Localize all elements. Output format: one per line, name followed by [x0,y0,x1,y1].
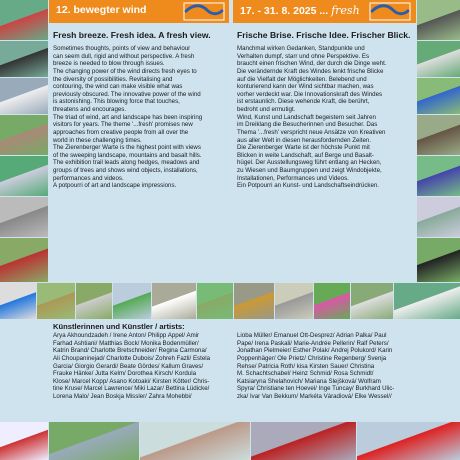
photo-blue-flags-on-poles [417,156,460,196]
text-line: zu Wiesen und Baumgruppen und zeigt Windobjekte, [237,167,382,174]
text-line: Die Zierenberger Warte ist der höchste Punkt mit [237,144,370,152]
text-line: Poppenhäger/ Ole Prietz/ Christine Regenberg/ Svenja [237,354,387,362]
photo-red-sculpture [314,283,350,319]
text-line: the diversity of possibilities. Revitalising and [53,75,173,83]
text-line: contouring, the wind can make visible what was [53,83,183,91]
photo-white-fabric-installation [197,283,233,319]
photo-landscape-hill-view [417,197,460,237]
photo-red-sculpture-in-meadow [0,0,48,40]
artists-heading: Künstlerinnen und Künstler / artists: [53,322,185,331]
text-line: Ali Choupaninejad/ Charlotte Dubois/ Zohreh Fazli/ Estela [53,354,211,362]
photo-blue-sculpture-in-field [417,78,460,114]
text-line: Garcia/ Giorgio Gerardi/ Beate Gördes/ Kallum Graves/ [53,362,204,370]
fresh-word: fresh [331,4,360,17]
german-title: Frische Brise. Frische Idee. Frischer Blick. [237,30,411,40]
photo-red-hanging-object [251,422,356,460]
text-line: Lioba Müller/ Emanuel Ott-Desprez/ Adrian Palka/ Paul [237,332,387,339]
text-line: of the sweeping landscape, mountains and basalt hills. [53,151,202,159]
text-line: The changing power of the wind directs fresh eyes to [53,67,197,75]
photo-tree-landscape [49,422,139,460]
photo-wind-sails [0,283,36,319]
text-line: tine Kruse/ Marcel Lawrence/ Miki Lazar/ Bettina Lüdicke/ [53,385,210,393]
text-line: is astonishing. This blowing force that touches, [53,98,180,106]
text-line: The Zierenberger Warte is the highest point with views [53,144,201,152]
text-line: Farhad Ashtiani/ Matthias Bock/ Monika Bodenmüller/ [53,339,199,347]
text-line: The exhibition trail leads along hedges, meadows and [53,159,200,167]
photo-red-figures [357,422,460,460]
text-line: breeze is needed to blow through issues. [53,60,165,68]
photo-woven-sculpture [0,115,48,155]
text-line: Wind, Kunst und Landschaft begeistern seit Jahren [237,113,376,121]
text-line: konturierend kann der Wind sichtbar machen, was [237,83,374,91]
text-line: ist erstaunlich. Diese wehende Kraft, die berührt, [237,98,370,106]
text-line: zka/ Ivar Van Bekkum/ Markéta Váradiová/ Elke Wessel// [237,393,392,400]
text-line: M. Schachtschabel/ Heinz Schmid/ Rosa Schmidt/ [237,370,374,378]
text-line: bedroht und ermutigt. [237,106,296,113]
photo-colored-hoops [152,283,196,319]
text-line: Lorena Malo/ Jean Boskja Missler/ Zahra Mohebbi/ [53,393,192,400]
german-body [237,45,416,190]
text-line: approaches from creative people from all over the [53,128,189,136]
text-line: Thema '...fresh' verspricht neue Ansätze von Kreativen [237,128,386,136]
photo-yellow-sculpture [140,422,250,460]
photo-metal-wind-object [0,197,48,237]
text-line: Klose/ Marcel Kopp/ Asano Kotoaki/ Kirsten Kötter/ Chris- [53,377,210,385]
text-line: Die verändernde Kraft des Windes lenkt frische Blicke [237,67,384,75]
photo-white-reeds [0,78,48,114]
exhibition-dates: 17. - 31. 8. 2025 ... fresh [240,4,360,17]
text-line: previously obscured. The innovative power of the wind [53,90,201,98]
photo-white-rope-figure [417,41,460,77]
text-line: visitors for years. The theme '...fresh' promises new [53,121,193,129]
wind-wave-logo [183,2,225,21]
text-line: can seem dull, rigid and without perspective. A fresh [53,52,195,60]
photo-bench-on-hill [0,156,48,196]
photo-stone-balls [351,283,393,319]
artists-list-left [53,332,233,401]
artists-list-right [237,332,416,401]
english-body [53,45,229,190]
exhibition-name: 12. bewegter wind [56,4,147,16]
text-line: Installationen, Performances und Videos. [237,174,349,182]
text-line: Katsiaryna Shelahovich/ Mariana Slejšková/ Wolfram [237,377,381,385]
german-text-panel [233,0,416,282]
photo-pillar-row-installation [234,283,274,319]
text-line: Sometimes thoughts, points of view and behaviour [53,45,191,52]
text-line: im Dreiklang die Besucherinnen und Besucher. Das [237,121,378,129]
text-line: Arya Akhoundzadeh / Irene Anton/ Philipp Appel/ Amir [53,332,200,339]
text-line: Jonathan Pielmeier/ Esther Polak/ Andrej Polukord/ Karin [237,347,393,355]
photo-tall-red-rods [76,283,112,319]
english-text-panel [49,0,229,282]
text-line: groups of trees and shows wind objects, installations, [53,167,198,174]
text-line: A potpourri of art and landscape impressions. [53,182,177,190]
english-title: Fresh breeze. Fresh idea. A fresh view. [53,30,211,40]
text-line: Verhalten dumpf, starr und ohne Perspektive. Es [237,52,370,60]
text-line: hügel. Der Ausstellungsweg führt entlang an Hecken, [237,159,382,167]
photo-black-figures-on-field [0,41,48,77]
text-line: world in these challenging times. [53,136,142,144]
text-line: performances and videos. [53,174,124,182]
text-line: The triad of wind, art and landscape has been inspiring [53,113,203,121]
text-line: Pape/ Irena Paskali/ Marie-Andrée Pellerin/ Ralf Peters/ [237,339,389,347]
text-line: Blicken in weite Landschaft, auf Berge und Basalt- [237,151,374,159]
text-line: Frauke Hänke/ Jutta Kelm/ Dorothea Kirsch/ Kordula [53,370,197,378]
photo-red-wind-spiral [113,283,151,319]
text-line: Rehse/ Patricia Roth/ kisa Kirsten Sauer/ Christina [237,362,375,370]
photo-paper-boat [0,422,48,460]
photo-red-tent-installation [0,238,48,282]
text-line: Ein Potpourri an Kunst- und Landschaftseindrücken. [237,182,380,190]
text-line: Manchmal wirken Gedanken, Standpunkte und [237,45,365,52]
photo-grey-sculpture [417,0,460,40]
text-line: auf die Vielfalt der Möglichkeiten. Belebend und [237,75,367,83]
text-line: vorher verdeckt war. Die Innovationskraft des Windes [237,90,383,98]
text-line: aus aller Welt in diesen herausfordernden Zeiten. [237,136,372,144]
photo-tree-light-installation [417,238,460,282]
photo-pink-tree-installation [394,283,460,319]
text-line: Spyra/ Christiane ten Hoevel/ Inge Tuncay/ Burkhard Ulic- [237,385,395,393]
photo-meadow-path [275,283,313,319]
photo-tree-trunk-installation [417,115,460,155]
text-line: braucht einen frischen Wind, der durch die Dinge weht. [237,60,387,68]
wind-wave-logo-right [369,2,411,21]
text-line: Katrin Brand/ Charlotte Bretschneider/ Regina Carmona/ [53,347,207,355]
artists-panel [49,320,416,421]
text-line: threatens and encourages. [53,106,127,113]
photo-ring-sculpture [37,283,75,319]
